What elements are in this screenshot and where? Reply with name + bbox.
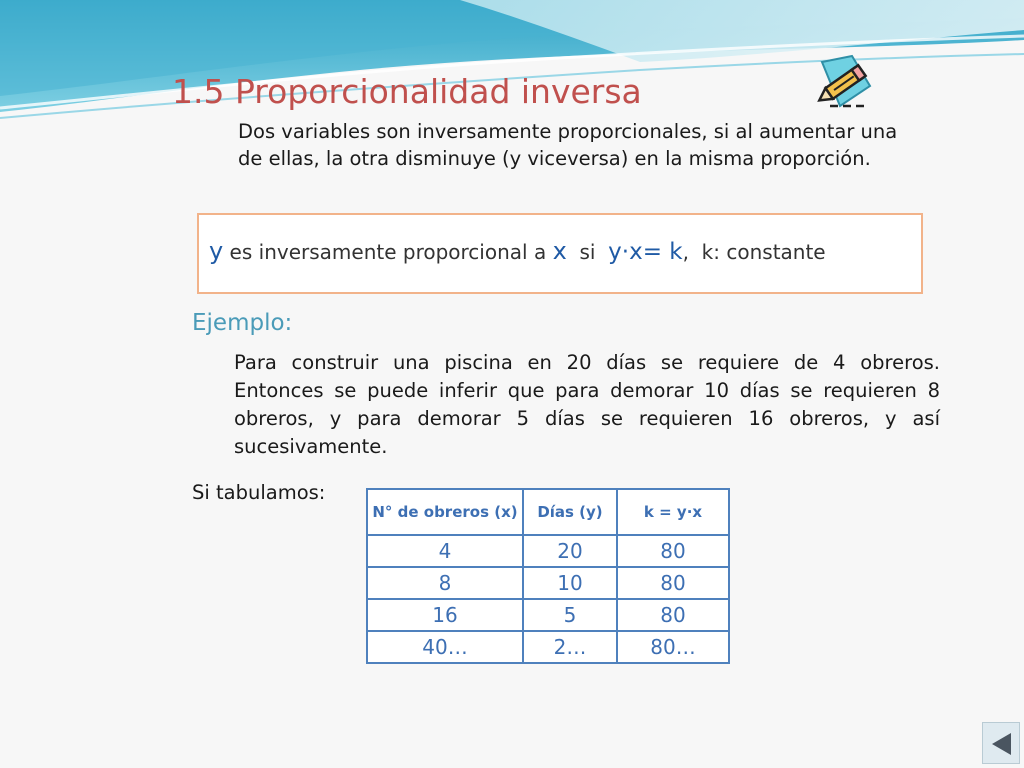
table-cell: 5: [523, 599, 617, 631]
table-cell: 2…: [523, 631, 617, 663]
example-paragraph: Para construir una piscina en 20 días se requiere de 4 obreros. Entonces se puede inferir que para demorar 10 días se requieren 8 obreros, y para demorar 5 días se requieren 16 obreros, y así sucesivamente.: [234, 351, 940, 458]
table-header-k: k = y·x: [617, 489, 729, 535]
definition-statement: [209, 237, 826, 265]
table-cell: 40…: [367, 631, 523, 663]
example-heading: Ejemplo:: [192, 310, 293, 336]
table-cell: 20: [523, 535, 617, 567]
table-row: [367, 567, 729, 599]
back-button[interactable]: [982, 722, 1020, 764]
table-cell: 80: [617, 535, 729, 567]
definition-formula: y·x= k: [608, 239, 683, 265]
definition-box: [197, 213, 923, 294]
table-row: [367, 631, 729, 663]
table-header-dias: Días (y): [523, 489, 617, 535]
tabulate-label: Si tabulamos:: [192, 481, 326, 504]
data-table: [366, 488, 730, 664]
variable-x: x: [552, 237, 567, 265]
variable-y: y: [209, 237, 224, 265]
table-cell: 80: [617, 599, 729, 631]
table-cell: 80…: [617, 631, 729, 663]
table-cell: 16: [367, 599, 523, 631]
pencil-icon: [812, 52, 878, 114]
definition-suffix: , k: constante: [682, 240, 826, 264]
table-cell: 80: [617, 567, 729, 599]
table-header-obreros: N° de obreros (x): [367, 489, 523, 535]
data-table-container: [366, 488, 730, 664]
definition-phrase-2: si: [566, 240, 609, 264]
intro-paragraph: Dos variables son inversamente proporcionales, si al aumentar una de ellas, la otra disminuye (y viceversa) en la misma proporción.: [238, 120, 898, 170]
table-cell: 8: [367, 567, 523, 599]
definition-phrase-1: es inversamente proporcional a: [223, 240, 553, 264]
page-title: 1.5 Proporcionalidad inversa: [172, 72, 642, 111]
back-arrow-icon: [989, 731, 1015, 757]
table-cell: 10: [523, 567, 617, 599]
table-header-row: [367, 489, 729, 535]
table-row: [367, 599, 729, 631]
table-cell: 4: [367, 535, 523, 567]
table-row: [367, 535, 729, 567]
